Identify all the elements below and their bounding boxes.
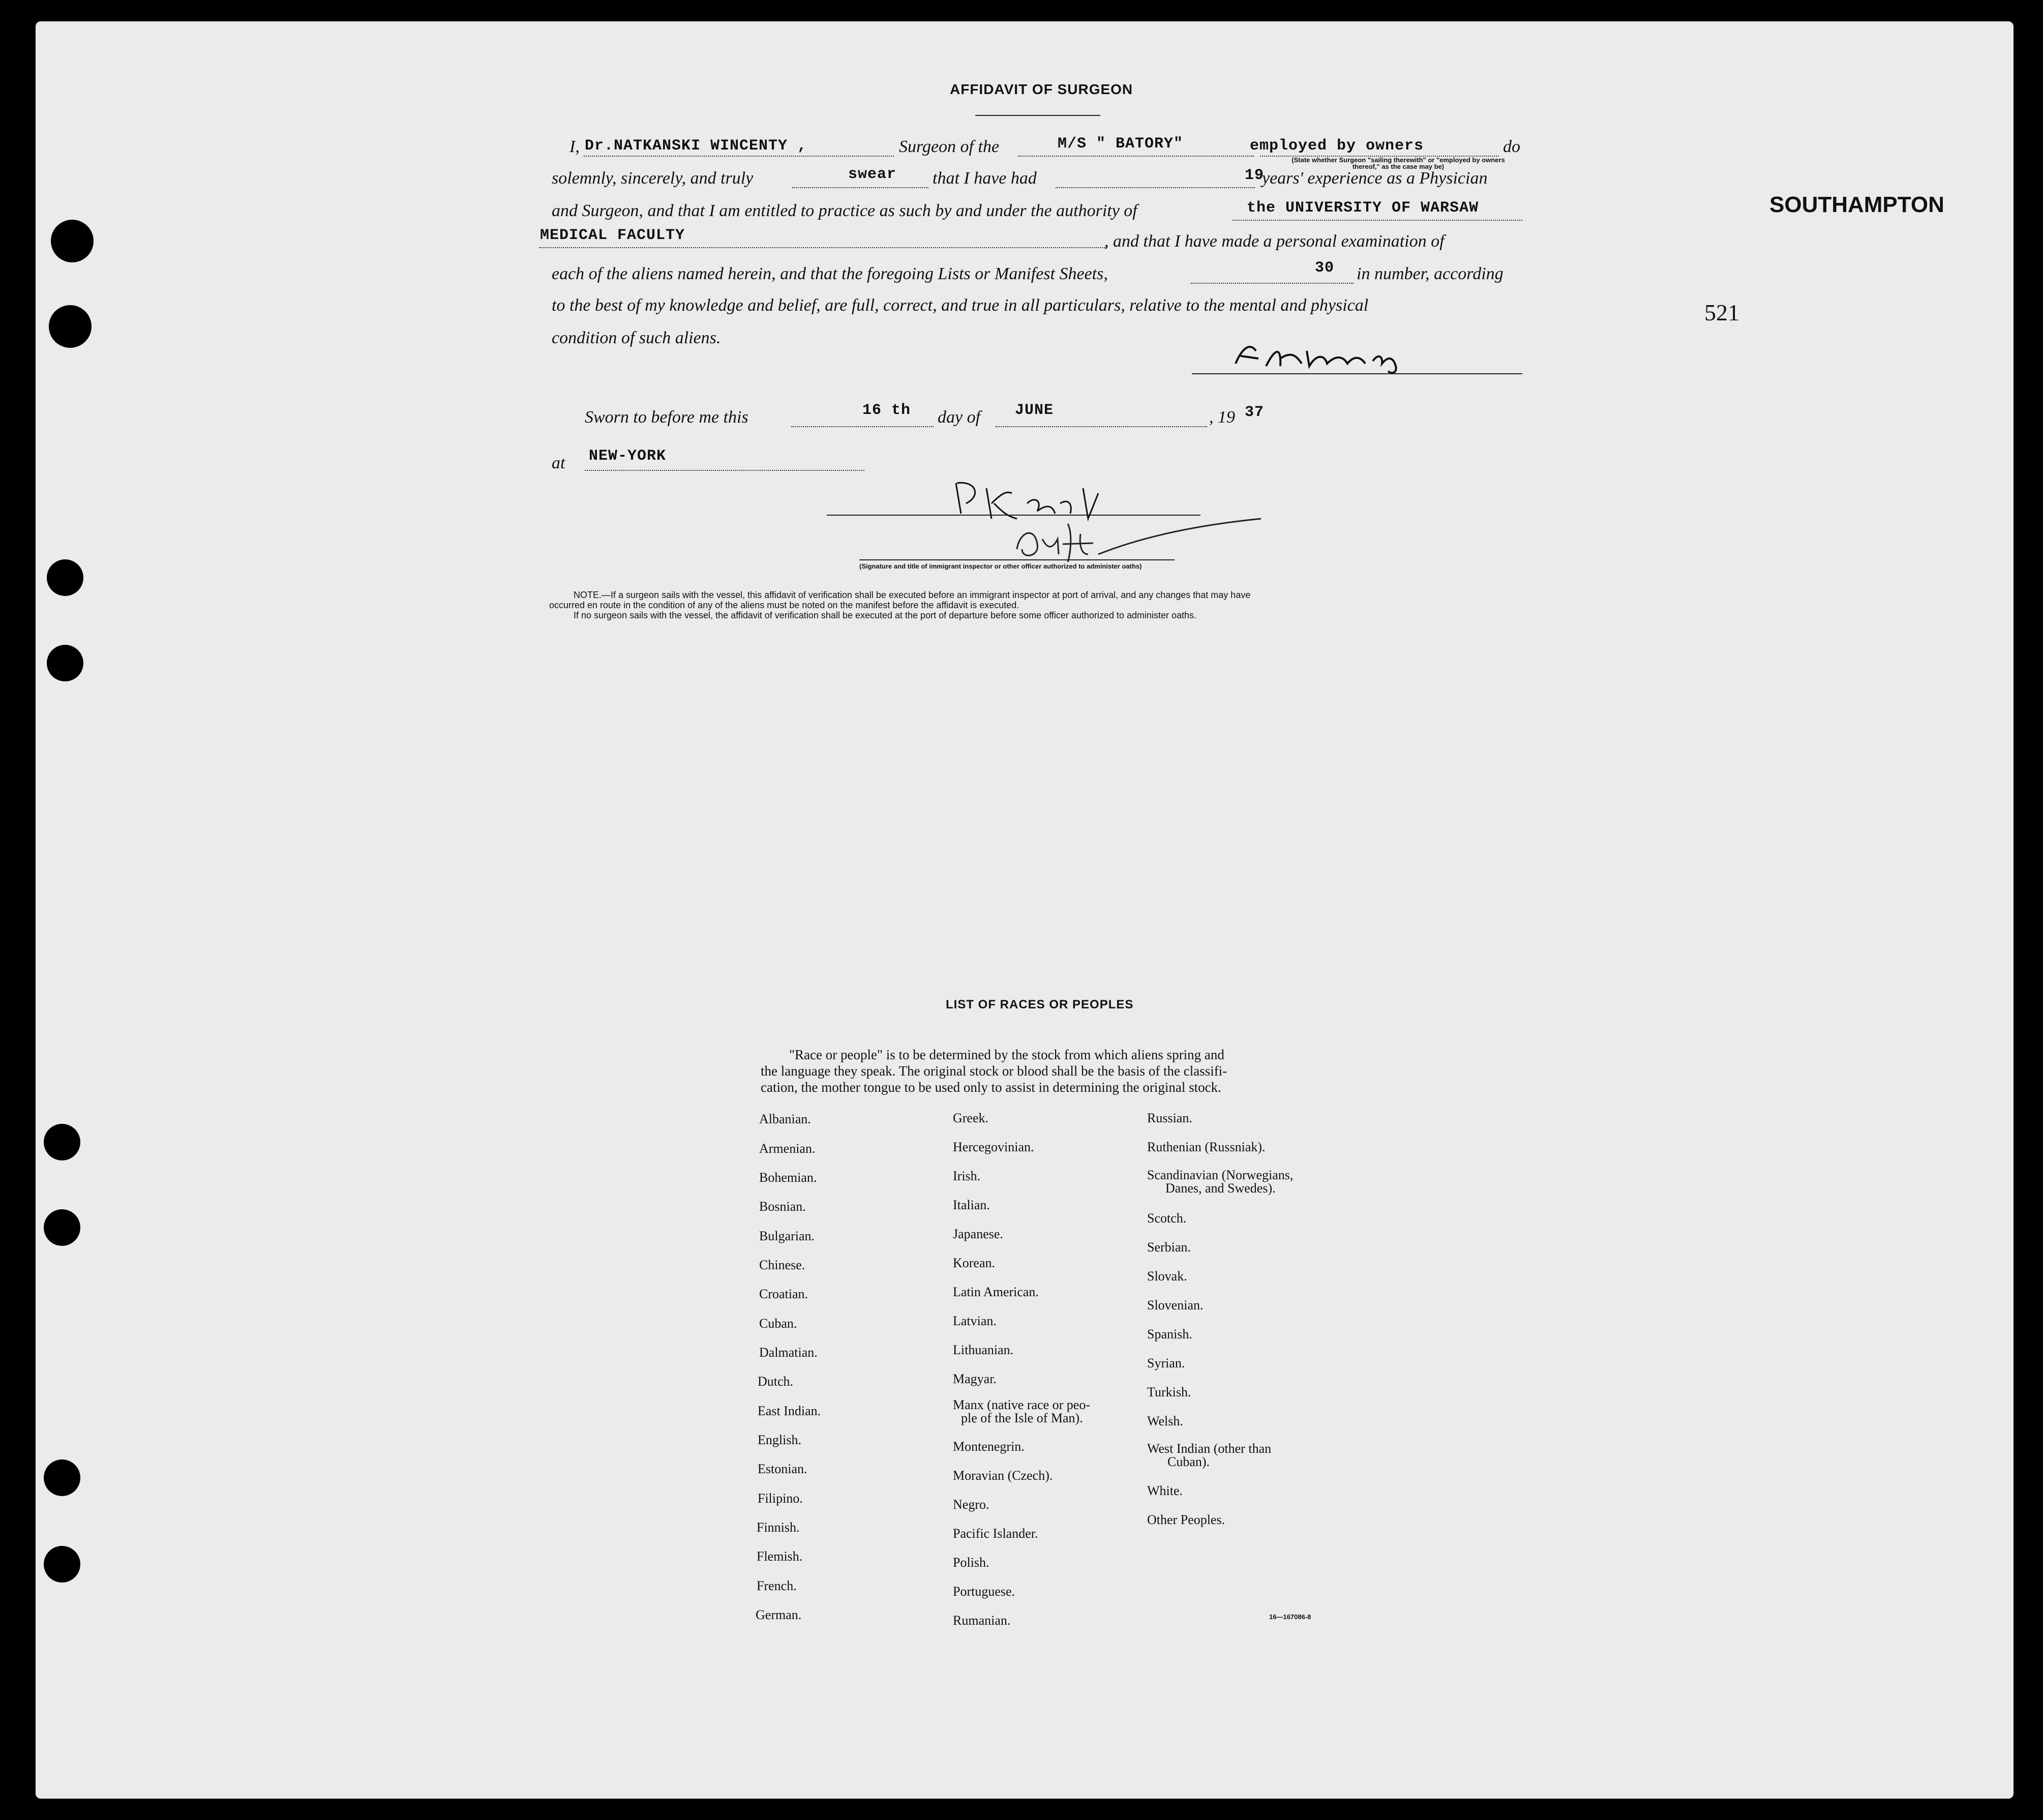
race-item: Armenian. xyxy=(759,1141,816,1156)
authority-line2: MEDICAL FACULTY xyxy=(540,227,685,244)
years-field xyxy=(1056,170,1255,188)
surgeon-signature-line xyxy=(1192,373,1522,374)
binder-hole xyxy=(44,1124,80,1160)
label-sworn: Sworn to before me this xyxy=(585,408,748,427)
race-item: Slovak. xyxy=(1147,1269,1187,1284)
note-line-1: NOTE.—If a surgeon sails with the vessel, this affidavit of verification shall be executed before an immigrant inspector at port of arrival, and any changes that may have xyxy=(574,590,1251,600)
race-item: Bulgarian. xyxy=(759,1229,815,1243)
label-solemnly: solemnly, sincerely, and truly xyxy=(552,169,754,188)
affidavit-title: AFFIDAVIT OF SURGEON xyxy=(950,81,1133,97)
binder-hole xyxy=(44,1209,80,1246)
race-item: Ruthenian (Russniak). xyxy=(1147,1140,1266,1154)
sworn-place: NEW-YORK xyxy=(589,447,667,465)
employment: employed by owners xyxy=(1250,137,1424,155)
race-item: Lithuanian. xyxy=(953,1342,1014,1357)
binder-hole xyxy=(47,645,83,681)
race-item: East Indian. xyxy=(758,1404,821,1418)
races-intro xyxy=(761,1047,1227,1095)
race-item: Negro. xyxy=(953,1497,989,1512)
form-number: 16—167086-8 xyxy=(1269,1613,1311,1621)
officer-title-line xyxy=(859,559,1175,560)
title-rule xyxy=(975,115,1100,116)
sworn-year: 37 xyxy=(1245,404,1265,421)
officer-signature xyxy=(946,473,1302,570)
sworn-month: JUNE xyxy=(1015,402,1054,419)
label-best-of-knowledge: to the best of my knowledge and belief, are full, correct, and true in all particulars, relative to the mental and physical xyxy=(552,296,1369,315)
race-item: Korean. xyxy=(953,1256,996,1270)
race-item: Hercegovinian. xyxy=(953,1140,1034,1154)
race-item: Other Peoples. xyxy=(1147,1512,1225,1527)
race-item: Bosnian. xyxy=(759,1199,806,1214)
race-item: Welsh. xyxy=(1147,1414,1183,1428)
label-condition: condition of such aliens. xyxy=(552,329,721,347)
race-item: German. xyxy=(756,1607,802,1622)
race-item: West Indian (other than xyxy=(1147,1441,1272,1456)
race-item: Cuban. xyxy=(759,1316,797,1331)
race-item: Filipino. xyxy=(758,1491,803,1506)
race-item: Cuban). xyxy=(1167,1454,1210,1469)
race-item: Russian. xyxy=(1147,1111,1192,1125)
label-have-had: that I have had xyxy=(933,169,1037,188)
label-surgeon-of: Surgeon of the xyxy=(899,137,1000,156)
race-item: Polish. xyxy=(953,1555,989,1570)
race-item: Latin American. xyxy=(953,1285,1039,1299)
races-intro-line: "Race or people" is to be determined by the stock from which aliens spring and xyxy=(789,1047,1224,1062)
port-stamp: SOUTHAMPTON xyxy=(1769,192,1944,217)
surgeon-name: Dr.NATKANSKI WINCENTY , xyxy=(585,137,807,155)
race-item: Moravian (Czech). xyxy=(953,1468,1053,1483)
race-item: Portuguese. xyxy=(953,1584,1015,1599)
officer-signature-caption: (Signature and title of immigrant inspector or other officer authorized to administer oaths) xyxy=(859,562,1142,570)
race-item: Dalmatian. xyxy=(759,1345,818,1360)
label-and-surgeon: and Surgeon, and that I am entitled to practice as such by and under the authority of xyxy=(552,201,1137,220)
officer-signature-line xyxy=(827,515,1200,516)
race-item: Croatian. xyxy=(759,1287,808,1301)
race-item: Magyar. xyxy=(953,1371,997,1386)
race-item: ple of the Isle of Man). xyxy=(961,1411,1083,1425)
label-do: do xyxy=(1503,137,1520,156)
race-item: Latvian. xyxy=(953,1314,997,1328)
race-item: Spanish. xyxy=(1147,1327,1192,1341)
races-title: LIST OF RACES OR PEOPLES xyxy=(946,998,1134,1011)
race-item: Syrian. xyxy=(1147,1356,1185,1370)
race-item: White. xyxy=(1147,1483,1183,1498)
races-intro-line: the language they speak. The original stock or blood shall be the basis of the classifi- xyxy=(761,1063,1227,1079)
employment-caption: (State whether Surgeon "sailing therewith" or "employed by owners thereof," as the case may be) xyxy=(1291,156,1505,170)
race-item: Dutch. xyxy=(758,1374,794,1389)
binder-hole xyxy=(44,1546,80,1583)
page-number: 521 xyxy=(1704,300,1739,325)
race-item: Scotch. xyxy=(1147,1211,1187,1226)
sworn-day: 16 th xyxy=(862,402,911,419)
race-item: English. xyxy=(758,1433,801,1447)
race-item: Montenegrin. xyxy=(953,1439,1025,1454)
race-item: Bohemian. xyxy=(759,1170,817,1185)
race-item: Rumanian. xyxy=(953,1613,1011,1628)
race-item: Irish. xyxy=(953,1169,981,1183)
race-item: Serbian. xyxy=(1147,1240,1191,1255)
binder-hole xyxy=(51,220,94,262)
label-day-of: day of xyxy=(938,408,981,427)
label-at: at xyxy=(552,454,565,472)
surgeon-signature xyxy=(1220,336,1475,376)
note-line-3: If no surgeon sails with the vessel, the affidavit of verification shall be executed at the port of departure before some officer authorized to administer oaths. xyxy=(574,610,1197,620)
race-item: Flemish. xyxy=(757,1549,803,1564)
sheets-count: 30 xyxy=(1315,259,1335,277)
race-item: Chinese. xyxy=(759,1258,805,1272)
label-each-of-aliens: each of the aliens named herein, and that the foregoing Lists or Manifest Sheets, xyxy=(552,264,1108,283)
oath-type: swear xyxy=(848,166,897,183)
race-item: Danes, and Swedes). xyxy=(1165,1181,1276,1196)
race-item: Scandinavian (Norwegians, xyxy=(1147,1168,1294,1182)
race-item: Japanese. xyxy=(953,1227,1003,1241)
race-item: Albanian. xyxy=(759,1112,811,1126)
races-intro-line: cation, the mother tongue to be used only to assist in determining the original stock. xyxy=(761,1080,1221,1095)
note-line-2: occurred en route in the condition of any of the aliens must be noted on the manifest before the affidavit is executed. xyxy=(549,600,1019,610)
race-item: French. xyxy=(757,1578,797,1593)
race-item: Finnish. xyxy=(757,1520,800,1535)
race-item: Slovenian. xyxy=(1147,1298,1204,1312)
label-years-experience: years' experience as a Physician xyxy=(1262,169,1488,188)
binder-hole xyxy=(49,305,92,348)
race-item: Estonian. xyxy=(758,1461,807,1476)
label-in-number: in number, according xyxy=(1357,264,1504,283)
label-year-prefix: , 19 xyxy=(1209,408,1235,427)
label-i: I, xyxy=(569,137,580,156)
race-item: Manx (native race or peo- xyxy=(953,1397,1090,1412)
authority-line1: the UNIVERSITY OF WARSAW xyxy=(1247,199,1479,217)
race-item: Pacific Islander. xyxy=(953,1526,1038,1541)
vessel-name: M/S " BATORY" xyxy=(1058,135,1184,153)
label-personal-exam: , and that I have made a personal examination of xyxy=(1104,232,1445,251)
binder-hole xyxy=(44,1459,80,1496)
race-item: Turkish. xyxy=(1147,1385,1191,1399)
race-item: Greek. xyxy=(953,1111,989,1125)
binder-hole xyxy=(47,559,83,596)
years-value: 19 xyxy=(1245,167,1265,184)
race-item: Italian. xyxy=(953,1198,990,1212)
